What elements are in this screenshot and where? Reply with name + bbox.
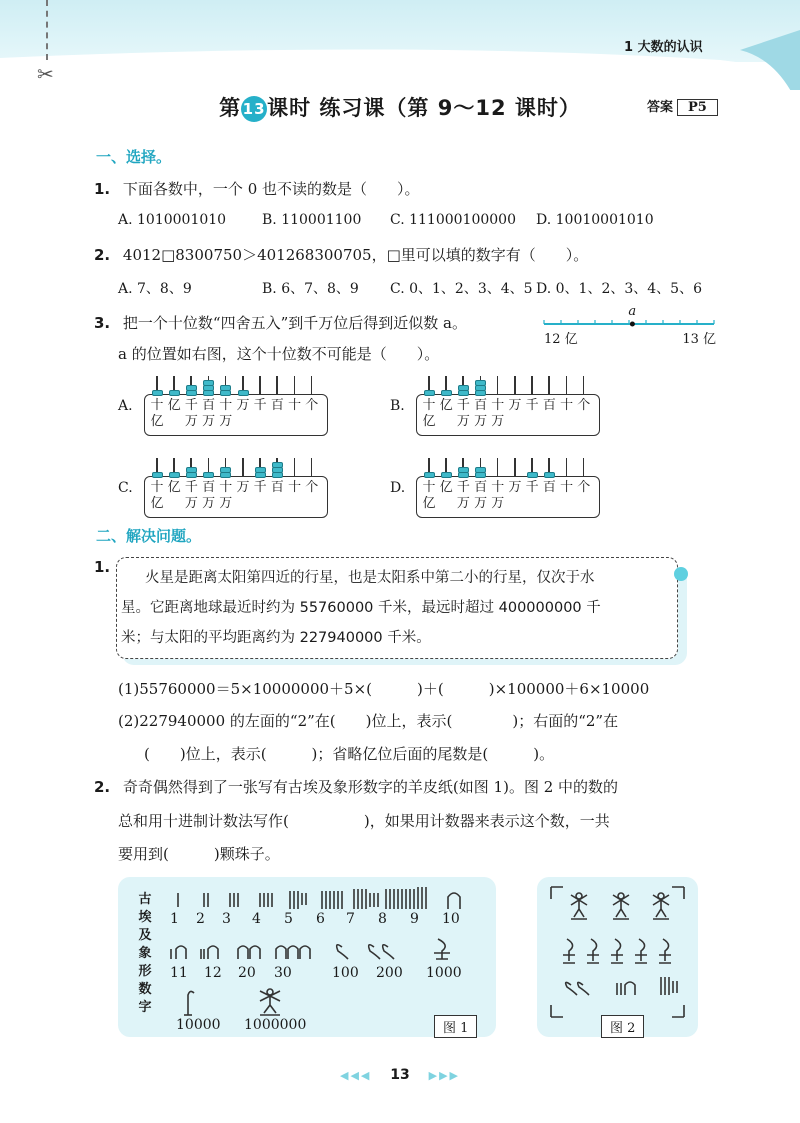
answer-page: P5 — [677, 99, 718, 116]
q2-option-c[interactable]: C. 0、1、2、3、4、5 — [390, 281, 533, 297]
abacus-place-label: 万 — [508, 398, 522, 413]
fig1-num-1000000: 1000000 — [244, 1017, 307, 1033]
abacus-rod — [242, 458, 244, 477]
abacus-rod — [294, 458, 296, 477]
abacus-bead — [441, 390, 452, 396]
abacus-place-label: 十万 — [491, 480, 505, 511]
abacus-place-label: 百万 — [202, 480, 216, 511]
abacus-place-label: 百万 — [202, 398, 216, 429]
abacus-place-label: 千 — [253, 398, 267, 413]
passage-line-1: 火星是距离太阳第四近的行星，也是太阳系中第二小的行星，仅次于水 — [145, 570, 595, 586]
number-line-left: 12 亿 — [544, 332, 578, 347]
q3-option-d-abacus[interactable] — [416, 458, 598, 520]
mars-passage — [116, 557, 678, 659]
footer-right-arrows-icon: ▶▶▶ — [428, 1069, 460, 1082]
abacus-place-label: 个 — [305, 398, 319, 413]
fig1-row2-number: 1000 — [426, 965, 462, 981]
number-line — [540, 304, 718, 354]
number-line-point — [630, 322, 635, 327]
abacus-bead — [203, 380, 214, 386]
fig1-side-char: 埃 — [138, 910, 152, 925]
q1-option-a[interactable]: A. 1010001010 — [118, 212, 227, 228]
fig1-row1-number: 2 — [196, 911, 205, 927]
abacus-rod — [531, 376, 533, 395]
abacus-place-label: 百万 — [474, 480, 488, 511]
q3-option-c-label[interactable]: C. — [118, 480, 133, 496]
p1-sub2a: (2)227940000 的左面的“2”在( )位上，表示( )；右面的“2”在 — [118, 712, 619, 730]
abacus-bead — [238, 390, 249, 396]
fig1-row1-number: 10 — [442, 911, 460, 927]
q3-option-a-abacus[interactable] — [144, 376, 326, 438]
q3-option-d-label[interactable]: D. — [390, 480, 406, 496]
abacus-place-label: 亿 — [439, 480, 453, 495]
fig1-side-char: 及 — [138, 928, 152, 943]
fig1-row2-numbers — [166, 965, 486, 985]
answer-label: 答案 — [647, 100, 674, 115]
abacus-place-label: 亿 — [167, 398, 181, 413]
abacus-bead — [186, 467, 197, 473]
p1-sub1: (1)55760000＝5×10000000＋5×( )＋( )×100000＋6×10000 — [118, 680, 650, 698]
figure-1 — [118, 877, 496, 1037]
fig1-side-char: 形 — [138, 964, 152, 979]
abacus-place-label: 亿 — [167, 480, 181, 495]
p1-sub2b: ( )位上，表示( )；省略亿位后面的尾数是( )。 — [144, 745, 555, 763]
fig1-row1-numbers — [166, 911, 486, 931]
abacus-bead — [220, 385, 231, 391]
fig1-row2-number: 12 — [204, 965, 222, 981]
fig1-row2-number: 20 — [238, 965, 256, 981]
title-suffix: 课时 练习课（第 9～12 课时） — [267, 96, 581, 120]
abacus-place-label: 百 — [542, 398, 556, 413]
q2-option-d[interactable]: D. 0、1、2、3、4、5、6 — [536, 281, 702, 297]
q3-number: 3. — [94, 314, 111, 332]
q1-option-b[interactable]: B. 110001100 — [262, 212, 362, 228]
fig2-caption: 图 2 — [601, 1015, 644, 1038]
q1-text: 下面各数中，一个 0 也不读的数是（ ）。 — [122, 180, 420, 198]
figure-2 — [537, 877, 698, 1037]
fig1-row1-number: 7 — [346, 911, 355, 927]
q2-option-a[interactable]: A. 7、8、9 — [118, 281, 192, 297]
lesson-number: 13 — [241, 96, 267, 122]
q3-option-b-label[interactable]: B. — [390, 398, 405, 414]
fig1-row1-number: 4 — [252, 911, 261, 927]
fig1-row1-number: 3 — [222, 911, 231, 927]
section-choose: 一、选择。 — [96, 148, 172, 166]
q2-number: 2. — [94, 246, 111, 264]
abacus-place-label: 万 — [508, 480, 522, 495]
abacus-place-label: 亿 — [439, 398, 453, 413]
abacus-place-label: 千 — [253, 480, 267, 495]
p2-line3: 要用到( )颗珠子。 — [118, 845, 280, 863]
abacus-bead — [169, 390, 180, 396]
abacus-bead — [186, 385, 197, 391]
fig1-row2-glyphs — [166, 937, 486, 965]
fig1-row2-number: 200 — [376, 965, 403, 981]
abacus-bead — [424, 390, 435, 396]
q2-text: 4012□8300750＞401268300705，□里可以填的数字有（ ）。 — [122, 246, 589, 264]
abacus-place-label: 万 — [236, 480, 250, 495]
q1-number: 1. — [94, 180, 111, 198]
fig1-side-char: 象 — [138, 946, 152, 961]
abacus-place-label: 千万 — [184, 398, 198, 429]
page-footer — [0, 1067, 800, 1083]
fig1-row1-number: 1 — [170, 911, 179, 927]
abacus-rod — [583, 376, 585, 395]
abacus-rod — [259, 376, 261, 395]
abacus-bead — [169, 472, 180, 478]
abacus-place-label: 千万 — [456, 398, 470, 429]
abacus-place-label: 千万 — [184, 480, 198, 511]
abacus-bead — [458, 385, 469, 391]
abacus-place-label: 个 — [577, 480, 591, 495]
abacus-bead — [255, 467, 266, 473]
abacus-rod — [583, 458, 585, 477]
q1-option-d[interactable]: D. 10010001010 — [536, 212, 654, 228]
p2-line2: 总和用十进制计数法写作( )，如果用计数器来表示这个数，一共 — [118, 812, 610, 830]
abacus-bead — [441, 472, 452, 478]
abacus-place-label: 千 — [525, 398, 539, 413]
question-1 — [94, 178, 420, 199]
abacus-rod — [566, 376, 568, 395]
scissors-icon: ✂ — [37, 62, 54, 86]
abacus-place-label: 百 — [270, 398, 284, 413]
fig1-row2-number: 30 — [274, 965, 292, 981]
abacus-bead — [152, 390, 163, 396]
abacus-place-label: 十亿 — [422, 480, 436, 511]
abacus-rod — [548, 376, 550, 395]
abacus-rod — [276, 376, 278, 395]
fig1-row1-number: 6 — [316, 911, 325, 927]
abacus-bead — [475, 380, 486, 386]
abacus-bead — [544, 472, 555, 478]
page-number: 13 — [390, 1067, 410, 1083]
fig1-row3-glyphs — [166, 987, 346, 1017]
abacus-rod — [311, 458, 313, 477]
title-prefix: 第 — [219, 96, 242, 120]
abacus-place-label: 个 — [305, 480, 319, 495]
q3-option-b-abacus[interactable] — [416, 376, 598, 438]
abacus-place-label: 十万 — [491, 398, 505, 429]
answer-ref — [647, 96, 718, 116]
fig1-row1-number: 9 — [410, 911, 419, 927]
passage-line-2: 星。它距离地球最近时约为 55760000 千米，最远时超过 400000000 千 — [121, 600, 601, 616]
abacus-place-label: 万 — [236, 398, 250, 413]
q3-line2: a 的位置如右图，这个十位数不可能是（ ）。 — [118, 345, 440, 363]
abacus-place-label: 千万 — [456, 480, 470, 511]
abacus-bead — [424, 472, 435, 478]
question-2 — [94, 244, 588, 265]
abacus-place-label: 百万 — [474, 398, 488, 429]
abacus-place-label: 百 — [270, 480, 284, 495]
fig2-glyphs — [537, 877, 698, 1037]
fig1-side-char: 字 — [138, 1000, 152, 1015]
abacus-place-label: 十万 — [219, 398, 233, 429]
question-3 — [94, 312, 467, 333]
q3-option-a-label[interactable]: A. — [118, 398, 133, 414]
abacus-rod — [566, 458, 568, 477]
abacus-bead — [527, 472, 538, 478]
abacus-bead — [203, 472, 214, 478]
abacus-bead — [152, 472, 163, 478]
fig1-row1-glyphs — [166, 887, 486, 911]
abacus-bead — [458, 467, 469, 473]
abacus-rod — [497, 376, 499, 395]
q2-option-b[interactable]: B. 6、7、8、9 — [262, 281, 359, 297]
q3-line1: 把一个十位数“四舍五入”到千万位后得到近似数 a。 — [122, 314, 467, 332]
passage-dot — [674, 567, 688, 581]
abacus-rod — [497, 458, 499, 477]
p1-number: 1. — [94, 558, 111, 576]
fig1-num-10000: 10000 — [176, 1017, 221, 1033]
chapter-title: 1 大数的认识 — [624, 40, 703, 55]
fig1-side-char: 古 — [138, 892, 152, 907]
abacus-place-label: 千 — [525, 480, 539, 495]
section-solve: 二、解决问题。 — [96, 527, 202, 545]
abacus-place-label: 百 — [542, 480, 556, 495]
p2-line1: 奇奇偶然得到了一张写有古埃及象形数字的羊皮纸(如图 1)。图 2 中的数的 — [122, 778, 619, 796]
abacus-rod — [294, 376, 296, 395]
fig1-side-title — [136, 891, 154, 1017]
abacus-bead — [475, 467, 486, 473]
footer-left-arrows-icon: ◀◀◀ — [339, 1069, 372, 1082]
cut-line — [46, 0, 48, 60]
abacus-place-label: 十亿 — [150, 480, 164, 511]
fig1-row1-number: 8 — [378, 911, 387, 927]
problem-2 — [94, 776, 618, 797]
abacus-place-label: 十 — [288, 398, 302, 413]
abacus-place-label: 十 — [560, 480, 574, 495]
abacus-place-label: 十亿 — [150, 398, 164, 429]
fig1-row1-number: 5 — [284, 911, 293, 927]
fig1-caption: 图 1 — [434, 1015, 477, 1038]
abacus-bead — [220, 467, 231, 473]
abacus-place-label: 个 — [577, 398, 591, 413]
abacus-rod — [311, 376, 313, 395]
abacus-place-label: 十亿 — [422, 398, 436, 429]
fig1-row2-number: 11 — [170, 965, 188, 981]
q3-option-c-abacus[interactable] — [144, 458, 326, 520]
abacus-rod — [514, 376, 516, 395]
abacus-place-label: 十万 — [219, 480, 233, 511]
p2-number: 2. — [94, 778, 111, 796]
abacus-place-label: 十 — [288, 480, 302, 495]
abacus-rod — [514, 458, 516, 477]
passage-line-3: 米；与太阳的平均距离约为 227940000 千米。 — [121, 630, 431, 646]
abacus-place-label: 十 — [560, 398, 574, 413]
fig1-side-char: 数 — [138, 982, 152, 997]
abacus-bead — [272, 462, 283, 468]
number-line-point-label: a — [628, 304, 637, 319]
number-line-right: 13 亿 — [682, 332, 716, 347]
fig1-row2-number: 100 — [332, 965, 359, 981]
q1-option-c[interactable]: C. 111000100000 — [390, 212, 516, 228]
